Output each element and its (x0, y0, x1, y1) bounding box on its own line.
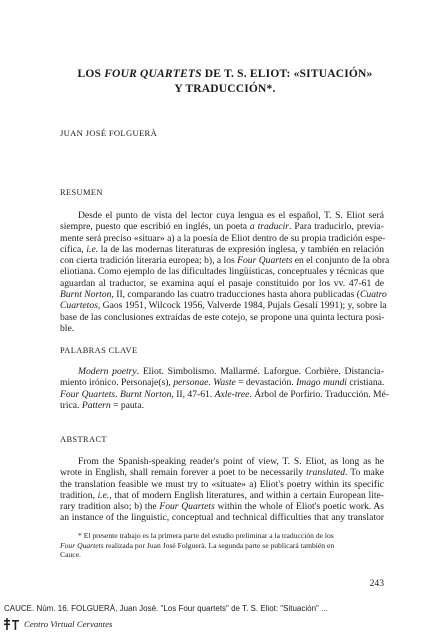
claves-line: Modern poetry. Eliot. Simbolismo. Mallarmé. Laforgue. Corbière. Distancia- (78, 366, 384, 377)
claves-line: trica. Pattern = pauta. (60, 399, 145, 411)
abstract-line: From the Spanish-speaking reader's point of view, T. S. Eliot, as long as he (78, 456, 384, 467)
abstract-line: an instance of the linguistic, conceptual and technical difficulties that any translator (60, 512, 384, 524)
article-title (60, 67, 390, 97)
title-part-italic: FOUR QUARTETS (104, 68, 202, 80)
resumen-line: cífica, i.e. la de las modernas literaturas de expresión inglesa, y también en relación (60, 243, 384, 255)
brand-name: Centro Virtual Cervantes (24, 619, 113, 629)
abstract-line: the translation feasible we must try to «situate» a) Eliot's poetry within its specific (60, 478, 384, 490)
cvc-logo-icon (4, 618, 20, 630)
claves-line: miento irónico. Personaje(s), personae. Waste = devastación. Imago mundi cristiana. (60, 377, 385, 389)
brand-footer[interactable] (4, 618, 112, 630)
resumen-body (60, 210, 390, 334)
claves-line: Four Quartets. Burnt Norton, II, 47-61. Axle-tree. Árbol de Porfirio. Traducción. Mé- (60, 388, 390, 400)
claves-heading: PALABRAS CLAVE (60, 346, 138, 355)
abstract-body (60, 456, 384, 524)
footnote-line: Cauce. (60, 550, 81, 560)
resumen-line: Cuartetos, Gaos 1951, Wilcock 1956, Valverde 1984, Pujals Gesalí 1991); y, sobre la (60, 300, 387, 312)
resumen-line: con cierta tradición literaria europea; b), a los Four Quartets en el conjunto de la obra (60, 255, 390, 267)
citation-line[interactable]: CAUCE. Núm. 16. FOLGUERÀ, Juan José. "Los Four quartets" de T. S. Eliot: "Situación" ... (4, 604, 328, 613)
page-number: 243 (369, 578, 384, 589)
resumen-line: Burnt Norton, II, comparando las cuatro traducciones hasta ahora publicadas (Cuatro (60, 289, 387, 301)
abstract-line: tradition, i.e., that of modern English literatures, and within a certain European lite- (60, 489, 384, 501)
resumen-line: base de las conclusiones extraídas de este cotejo, se propone una quinta lectura posi- (60, 311, 385, 323)
resumen-line: aguardan al traductor, se examina aquí el pasaje constituido por los vv. 47-61 de (60, 277, 384, 289)
footnote-line: Four Quartets realizada por Juan José Folguerà. La segunda parte se publicará también en (60, 540, 335, 550)
resumen-line: mente será preciso «situar» a) a la poesía de Eliot dentro de su propia tradición espe- (60, 232, 386, 244)
title-line-2: Y TRADUCCIÓN*. (174, 83, 276, 95)
resumen-line: Desde el punto de vista del lector cuya lengua es el español, T. S. Eliot será (78, 210, 384, 221)
abstract-line: rary tradition also; b) the Four Quartets within the whole of Eliot's poetic work. As (60, 501, 384, 513)
footnote-line: * El presente trabajo es la primera parte del estudio preliminar a la traducción de los (78, 531, 334, 540)
resumen-line: ble. (60, 322, 75, 334)
abstract-line: wrote in English, shall remain forever a poet to be necessarily translated. To make (60, 467, 384, 479)
footnote (60, 531, 384, 560)
resumen-line: siempre, puesto que escribió en inglés, un poeta a traducir. Para traducirlo, previa- (60, 221, 384, 233)
claves-body (60, 366, 390, 411)
abstract-heading: ABSTRACT (60, 435, 107, 444)
resumen-heading: RESUMEN (60, 188, 103, 197)
author-name: JUAN JOSÉ FOLGUERÀ (60, 128, 158, 138)
title-part-1: LOS (77, 68, 105, 80)
title-part-2: DE T. S. ELIOT: «SITUACIÓN» (201, 68, 373, 80)
resumen-line: eliotiana. Como ejemplo de las dificultades lingüísticas, conceptuales y técnicas que (60, 266, 384, 278)
